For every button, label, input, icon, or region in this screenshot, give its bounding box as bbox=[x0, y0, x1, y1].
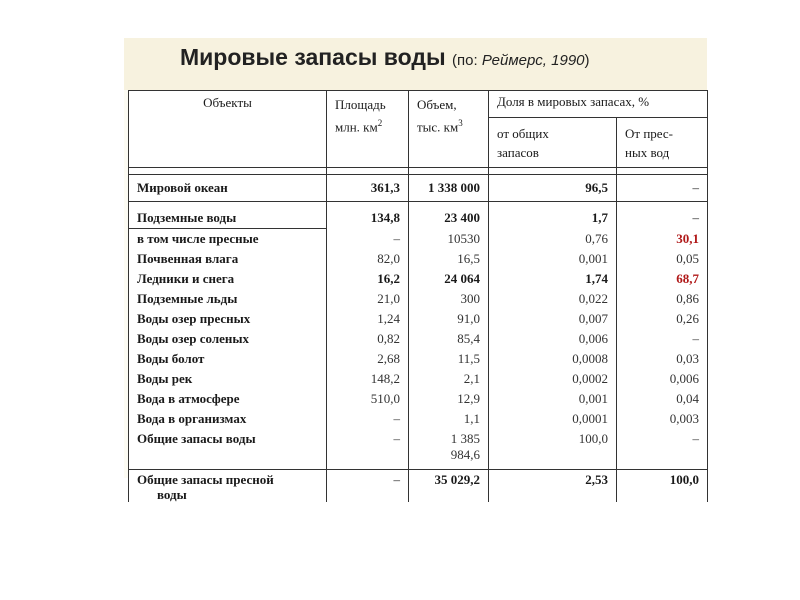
water-reserves-table bbox=[128, 90, 708, 502]
table-row: в том числе пресные – 10530 0,76 30,1 bbox=[129, 229, 708, 250]
header-row bbox=[129, 91, 708, 118]
table-row: Воды рек 148,2 2,1 0,0002 0,006 bbox=[129, 369, 708, 389]
table-row: Вода в атмосфере 510,0 12,9 0,001 0,04 bbox=[129, 389, 708, 409]
header-area: Площадь млн. $км^2$ bbox=[327, 91, 409, 168]
table-row: Почвенная влага 82,0 16,5 0,001 0,05 bbox=[129, 249, 708, 269]
table-row: Ледники и снега 16,2 24 064 1,74 68,7 bbox=[129, 269, 708, 289]
table-row: Подземные воды 134,8 23 400 1,7 – bbox=[129, 208, 708, 229]
title-bar bbox=[124, 38, 707, 90]
table-row: Воды озер соленых 0,82 85,4 0,006 – bbox=[129, 329, 708, 349]
title-source: (по: Реймерс, 1990) bbox=[452, 52, 590, 69]
table-row: Подземные льды 21,0 300 0,022 0,86 bbox=[129, 289, 708, 309]
header-share-fresh: От прес- ных вод bbox=[617, 118, 708, 168]
header-objects: Объекты bbox=[129, 91, 327, 168]
total-volume: 1 385 984,6 bbox=[409, 429, 489, 463]
table-row: Вода в организмах – 1,1 0,0001 0,003 bbox=[129, 409, 708, 429]
fresh-total-name: Общие запасы пресной воды bbox=[129, 470, 327, 503]
slide-title bbox=[180, 44, 590, 71]
header-volume: Объем, тыс. $км^3$ bbox=[409, 91, 489, 168]
table-row: Общие запасы пресной воды – 35 029,2 2,53 100,0 bbox=[129, 470, 708, 503]
header-share: Доля в мировых запасах, % bbox=[489, 91, 708, 118]
table-row: Общие запасы воды – 1 385 984,6 100,0 – bbox=[129, 429, 708, 463]
title-source-author: Реймерс, 1990 bbox=[481, 52, 585, 69]
title-main: Мировые запасы воды bbox=[180, 44, 446, 70]
table-row: Воды озер пресных 1,24 91,0 0,007 0,26 bbox=[129, 309, 708, 329]
header-share-total: от общих запасов bbox=[489, 118, 617, 168]
slide bbox=[124, 38, 707, 502]
table-row: Воды болот 2,68 11,5 0,0008 0,03 bbox=[129, 349, 708, 369]
table-row: Мировой океан 361,3 1 338 000 96,5 – bbox=[129, 175, 708, 202]
